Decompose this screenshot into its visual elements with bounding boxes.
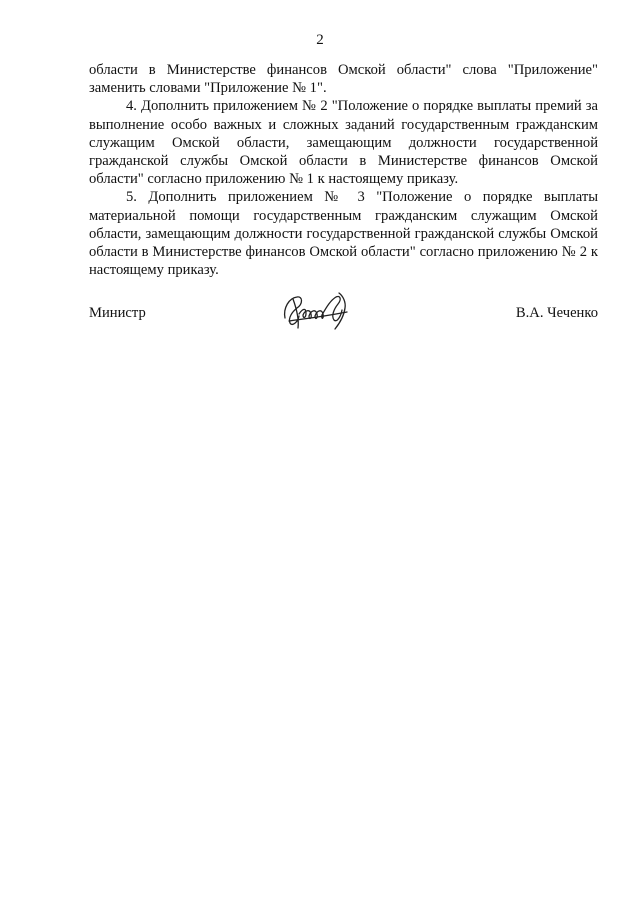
document-body	[89, 61, 598, 279]
page-number: 2	[316, 32, 324, 48]
signature-block	[89, 286, 598, 336]
paragraph-item-4: 4. Дополнить приложением № 2 "Положение о порядке выплаты премий за выполнение особо важных и сложных заданий государственным гражданским служащим Омской области, замещающим должности государственной гражданской службы Омской области в Министерстве финансов Омской области" согласно приложению № 1 к настоящему приказу.	[89, 98, 598, 188]
signatory-name: В.А. Чеченко	[515, 305, 598, 321]
paragraph-continuation: области в Министерстве финансов Омской области" слова "Приложение" заменить словами "Приложение № 1".	[89, 62, 598, 97]
handwritten-signature-icon	[279, 288, 357, 332]
signatory-title: Министр	[89, 305, 146, 321]
paragraph-item-5: 5. Дополнить приложением № 3 "Положение о порядке выплаты материальной помощи государственным гражданским служащим Омской области, замещающим должности государственной гражданской службы Омской области в Министерстве финансов Омской области" согласно приложению № 2 к настоящему приказу.	[89, 189, 598, 279]
